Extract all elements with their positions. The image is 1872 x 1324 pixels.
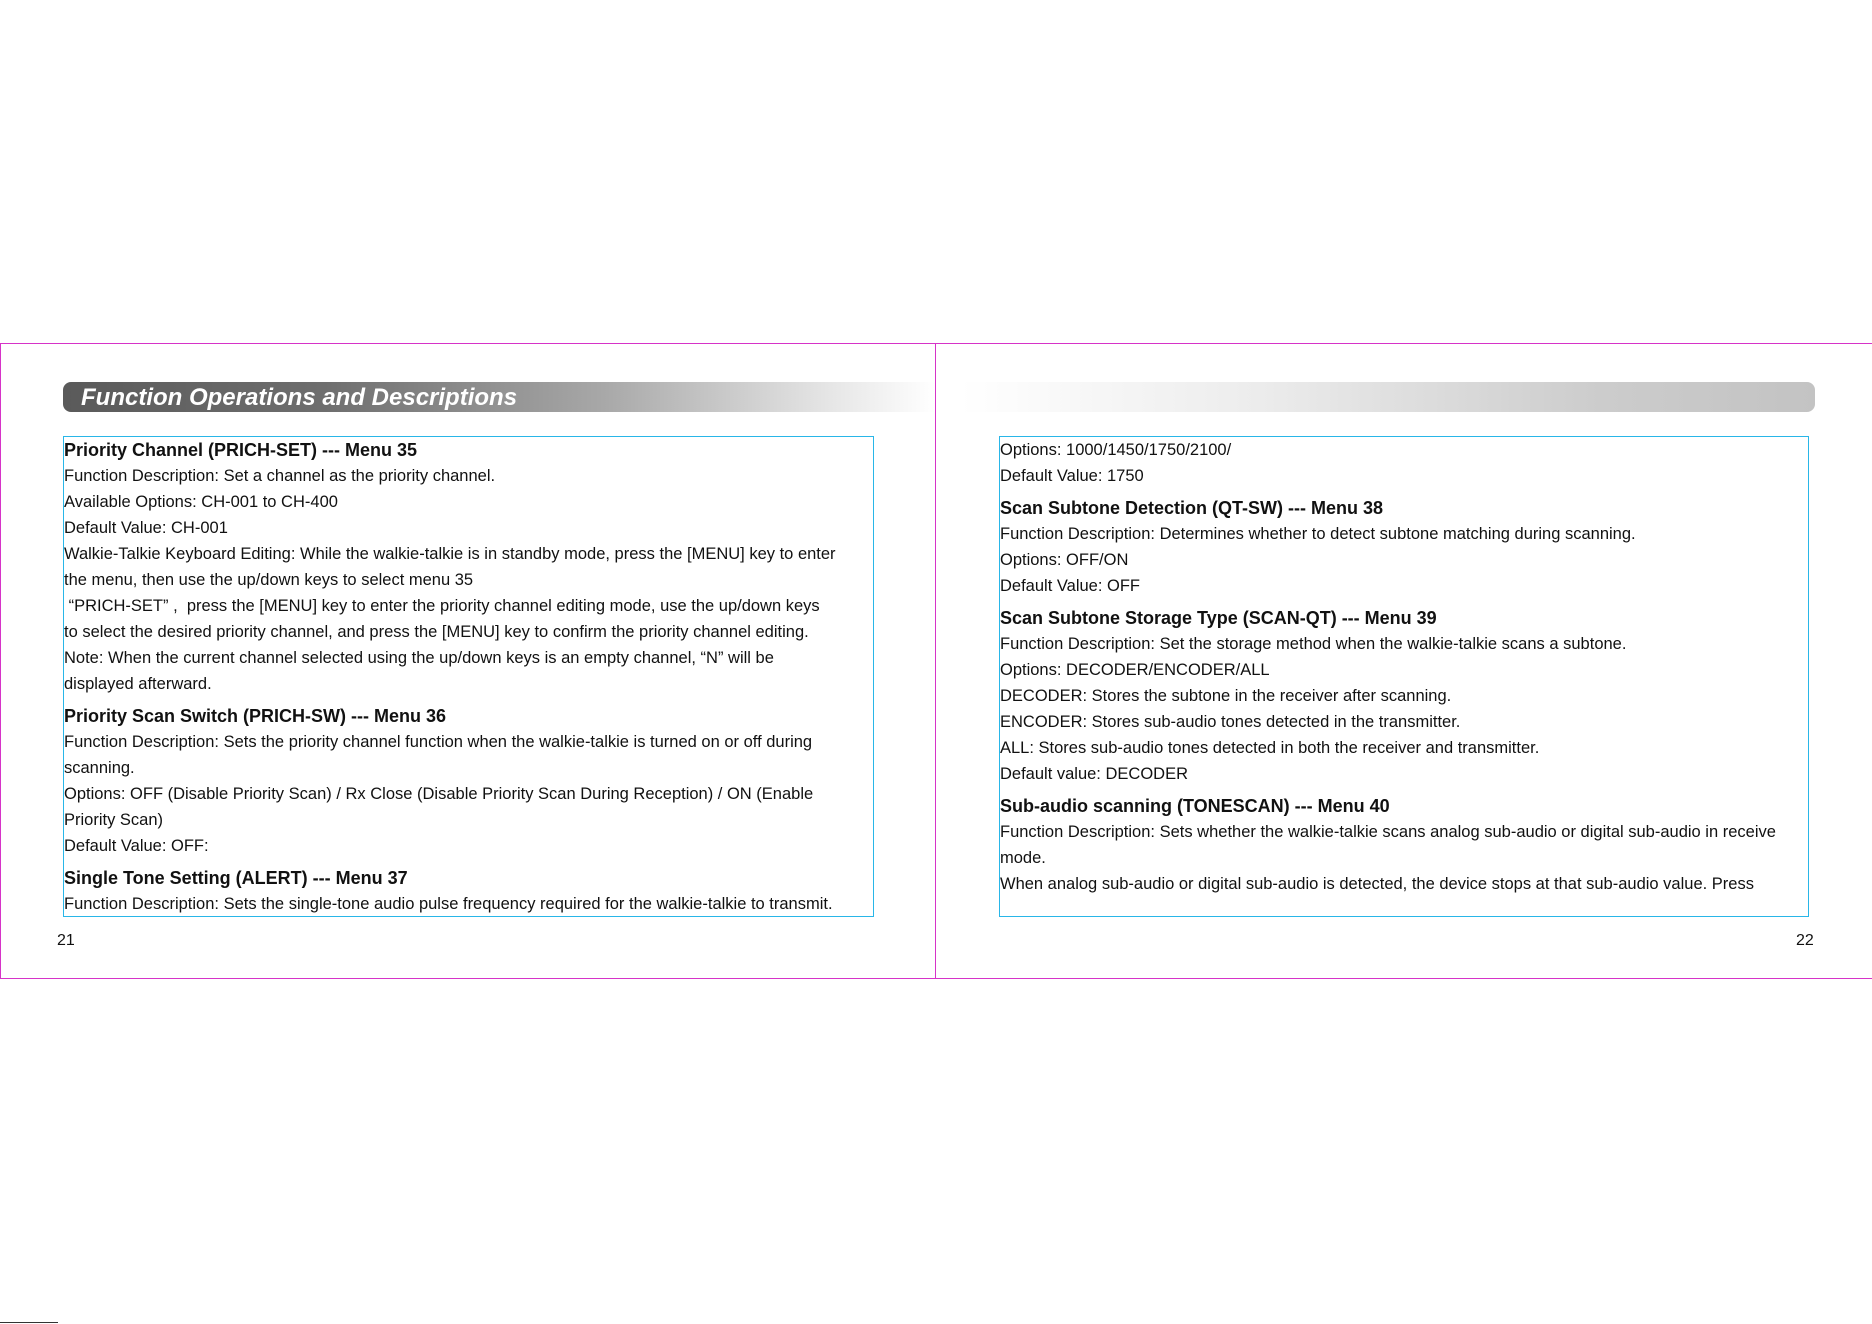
text-line: Options: OFF/ON xyxy=(1000,551,1129,569)
text-line: Function Description: Determines whether to detect subtone matching during scanning. xyxy=(1000,525,1636,543)
section-heading: Scan Subtone Storage Type (SCAN-QT) --- Menu 39 xyxy=(1000,608,1437,628)
left-page-text-frame xyxy=(63,436,874,917)
section-header-title: Function Operations and Descriptions xyxy=(81,384,518,411)
text-line: Function Description: Sets whether the walkie-talkie scans analog sub-audio or digital sub-audio in receive xyxy=(1000,823,1776,841)
text-line: Note: When the current channel selected using the up/down keys is an empty channel, “N” will be xyxy=(64,649,774,667)
right-page-text-frame xyxy=(999,436,1809,917)
spread-left-border xyxy=(0,344,1,978)
text-line: Function Description: Sets the single-tone audio pulse frequency required for the walkie-talkie to transmit. xyxy=(64,895,833,913)
page-spread xyxy=(0,343,1872,979)
text-line: Priority Scan) xyxy=(64,811,164,829)
text-line: Default Value: OFF: xyxy=(64,837,209,855)
page-number-left: 21 xyxy=(57,932,75,949)
text-line: DECODER: Stores the subtone in the receiver after scanning. xyxy=(1000,687,1452,705)
text-line: Default Value: OFF xyxy=(1000,577,1141,595)
text-line: scanning. xyxy=(64,759,135,777)
text-line: Function Description: Sets the priority channel function when the walkie-talkie is turned on or off during xyxy=(64,733,813,751)
text-line: mode. xyxy=(1000,849,1046,867)
text-line: ENCODER: Stores sub-audio tones detected in the transmitter. xyxy=(1000,713,1461,731)
text-line: Default Value: CH-001 xyxy=(64,519,228,537)
section-heading: Priority Scan Switch (PRICH-SW) --- Menu 36 xyxy=(64,706,447,726)
text-line: “PRICH-SET” , press the [MENU] key to enter the priority channel editing mode, use the up/down keys xyxy=(64,597,820,615)
text-line: Options: OFF (Disable Priority Scan) / Rx Close (Disable Priority Scan During Reception) / ON (Enable xyxy=(64,785,814,803)
text-line: Walkie-Talkie Keyboard Editing: While the walkie-talkie is in standby mode, press the [MENU] key to enter xyxy=(64,545,836,563)
text-line: Function Description: Set a channel as the priority channel. xyxy=(64,467,496,485)
section-header-bar xyxy=(63,382,935,412)
text-line: displayed afterward. xyxy=(64,675,212,693)
page-spine xyxy=(935,344,936,978)
text-line: Available Options: CH-001 to CH-400 xyxy=(64,493,338,511)
text-line: Function Description: Set the storage method when the walkie-talkie scans a subtone. xyxy=(1000,635,1627,653)
text-line: Options: DECODER/ENCODER/ALL xyxy=(1000,661,1270,679)
text-line: Default value: DECODER xyxy=(1000,765,1188,783)
text-line: to select the desired priority channel, and press the [MENU] key to confirm the priority channel editing. xyxy=(64,623,809,641)
section-heading: Priority Channel (PRICH-SET) --- Menu 35 xyxy=(64,440,418,460)
text-line: Default Value: 1750 xyxy=(1000,467,1144,485)
text-line: ALL: Stores sub-audio tones detected in both the receiver and transmitter. xyxy=(1000,739,1540,757)
section-heading: Sub-audio scanning (TONESCAN) --- Menu 40 xyxy=(1000,796,1390,816)
text-line: the menu, then use the up/down keys to select menu 35 xyxy=(64,571,474,589)
section-heading: Scan Subtone Detection (QT-SW) --- Menu 38 xyxy=(1000,498,1384,518)
section-header-bar-continuation xyxy=(960,382,1815,412)
page-number-right: 22 xyxy=(1796,932,1814,949)
footer-rule xyxy=(0,1322,58,1323)
section-heading: Single Tone Setting (ALERT) --- Menu 37 xyxy=(64,868,408,888)
text-line: When analog sub-audio or digital sub-audio is detected, the device stops at that sub-audio value. Press xyxy=(1000,875,1754,893)
text-line: Options: 1000/1450/1750/2100/ xyxy=(1000,441,1232,459)
